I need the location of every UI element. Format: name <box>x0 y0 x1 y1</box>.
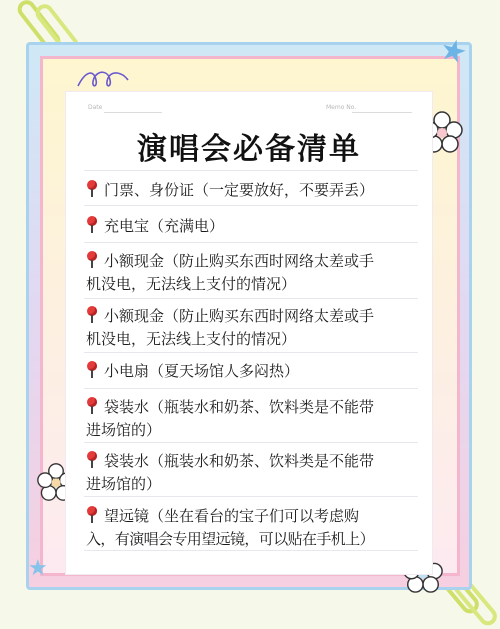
pushpin-icon <box>86 506 98 523</box>
list-item <box>86 505 426 551</box>
memo-line <box>352 112 412 113</box>
list-item <box>86 215 426 238</box>
pushpin-icon <box>86 216 98 233</box>
page-title: 演唱会必备清单 <box>137 132 361 167</box>
list-item <box>86 305 426 351</box>
item-text: 袋装水（瓶装水和奶茶、饮料类是不能带 <box>104 398 375 416</box>
ruled-line <box>84 242 418 243</box>
memo-label: Memo No. <box>326 104 357 111</box>
item-text: 门票、身份证（一定要放好，不要弄丢） <box>104 181 375 199</box>
ruled-line <box>84 352 418 353</box>
item-text-continued: 机没电，无法线上支付的情况） <box>86 330 297 348</box>
pushpin-icon <box>86 251 98 268</box>
item-text: 袋装水（瓶装水和奶茶、饮料类是不能带 <box>104 452 375 470</box>
ruled-line <box>84 388 418 389</box>
item-text: 望远镜（坐在看台的宝子们可以考虑购 <box>104 507 360 525</box>
pushpin-icon <box>86 180 98 197</box>
ruled-line <box>84 442 418 443</box>
list-item <box>86 396 426 442</box>
star-icon: ★ <box>435 31 471 72</box>
item-text-continued: 进场馆的） <box>86 475 162 493</box>
list-item <box>86 450 426 496</box>
item-text-continued: 机没电，无法线上支付的情况） <box>86 275 297 293</box>
date-line <box>104 112 162 113</box>
ruled-line <box>84 496 418 497</box>
date-label: Date <box>88 104 103 111</box>
pushpin-icon <box>86 306 98 323</box>
ruled-line <box>84 170 418 171</box>
list-item <box>86 360 426 383</box>
star-icon: ★ <box>28 556 48 581</box>
ruled-line <box>84 205 418 206</box>
item-text: 小电扇（夏天场馆人多闷热） <box>104 362 300 380</box>
pushpin-icon <box>86 397 98 414</box>
pushpin-icon <box>86 361 98 378</box>
scribble-icon <box>76 66 132 94</box>
item-text-continued: 入，有演唱会专用望远镜，可以贴在手机上） <box>86 530 375 548</box>
ruled-line <box>84 298 418 299</box>
item-text: 小额现金（防止购买东西时网络太差或手 <box>104 307 375 325</box>
item-text-continued: 进场馆的） <box>86 421 162 439</box>
list-item <box>86 179 426 202</box>
pushpin-icon <box>86 451 98 468</box>
list-item <box>86 250 426 296</box>
item-text: 充电宝（充满电） <box>104 217 225 235</box>
item-text: 小额现金（防止购买东西时网络太差或手 <box>104 252 375 270</box>
